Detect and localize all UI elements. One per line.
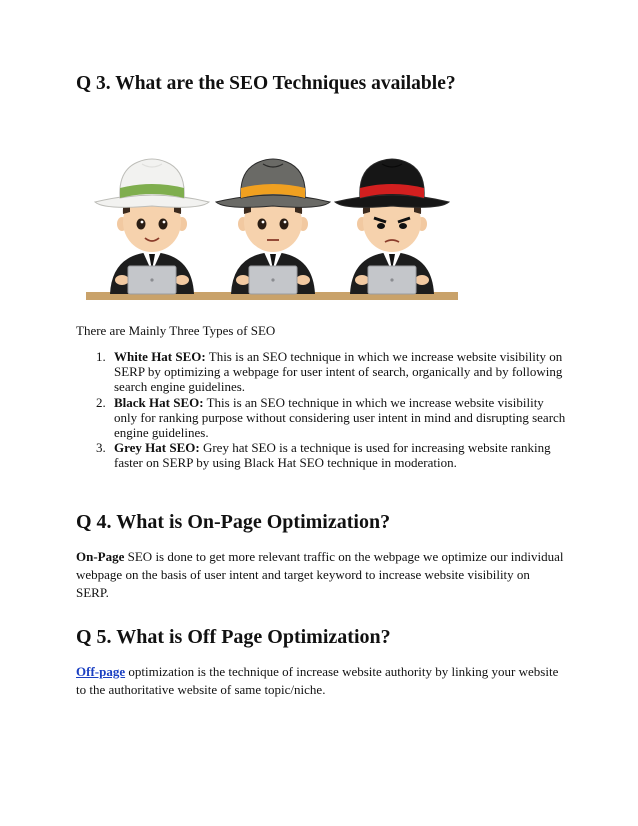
item-term: White Hat SEO:	[114, 349, 206, 364]
seo-hats-illustration	[76, 152, 466, 304]
q4-answer	[76, 548, 566, 602]
q4-answer-text: SEO is done to get more relevant traffic on the webpage we optimize our individual webpage on the basis of user intent and target keyword to increase website visibility on SERP.	[76, 549, 564, 600]
seo-types-intro: There are Mainly Three Types of SEO	[76, 323, 276, 338]
grey-hat-figure	[207, 159, 339, 300]
item-text: This is an SEO technique in which we increase website visibility on SERP by optimizing a webpage for user intent of search, organically and by following search engine guidelines.	[114, 349, 563, 395]
item-text: Grey hat SEO is a technique is used for increasing website ranking faster on SERP by using Black Hat SEO technique in moderation.	[114, 440, 551, 471]
seo-types-list	[76, 349, 566, 471]
white-hat-figure	[86, 159, 218, 300]
item-text: This is an SEO technique in which we increase website visibility only for ranking purpose without considering user intent in mind and disrupting search engine guidelines.	[114, 394, 566, 441]
list-number: 2.	[96, 394, 106, 410]
list-number: 3.	[96, 440, 106, 456]
on-page-term: On-Page	[76, 549, 125, 564]
q4-heading: Q 4. What is On-Page Optimization?	[76, 511, 391, 533]
list-item-grey-hat	[76, 440, 566, 470]
black-hat-figure	[326, 159, 458, 300]
item-term: Black Hat SEO:	[114, 394, 204, 410]
list-number: 1.	[96, 349, 106, 364]
list-item-black-hat	[76, 395, 566, 441]
q5-answer-text: optimization is the technique of increase website authority by linking your website to the authoritative website of same topic/niche.	[76, 664, 559, 697]
off-page-link[interactable]: Off-page	[76, 664, 126, 679]
q5-heading: Q 5. What is Off Page Optimization?	[76, 626, 391, 648]
item-term: Grey Hat SEO:	[114, 440, 200, 456]
list-item-white-hat	[76, 349, 566, 395]
q3-heading: Q 3. What are the SEO Techniques available?	[76, 73, 456, 94]
q5-answer	[76, 663, 566, 699]
